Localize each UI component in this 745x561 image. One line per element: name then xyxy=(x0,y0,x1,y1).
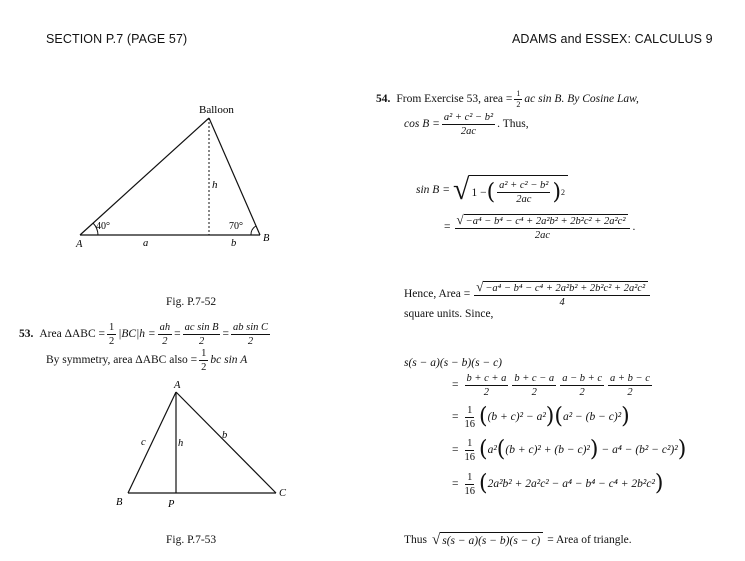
ex53-area-label: Area ΔABC = xyxy=(39,328,105,340)
vertex-c-label: C xyxy=(279,488,287,499)
ex54-sinb-line xyxy=(416,168,568,212)
ex54-cosb-line xyxy=(404,108,529,140)
square-units-text: square units. Since, xyxy=(404,308,494,320)
ex53-bch: |BC|h = xyxy=(118,328,156,340)
row3-inner: (b + c)² + (b − c)² xyxy=(505,444,590,456)
h-label: h xyxy=(178,438,184,449)
ex54-line1 xyxy=(376,88,639,110)
side-ac xyxy=(176,392,276,493)
one-minus: 1 − xyxy=(471,186,487,199)
paren-close-icon: ) xyxy=(552,179,562,205)
foot-p-label: P xyxy=(168,499,175,510)
angle-70-label: 70° xyxy=(229,221,243,232)
line-a-to-balloon xyxy=(80,118,209,235)
ex54-line1-tail: ac sin B. By Cosine Law, xyxy=(524,93,639,105)
vertex-b-label: B xyxy=(263,233,270,244)
row3-sixteenth: $\frac{1}{16}$ xyxy=(464,437,475,463)
sinb-inner-frac: $\frac{\text{a² + c² − b²}}{2ac}$ xyxy=(499,180,549,205)
area-frac: √ −a⁴ − b⁴ − c⁴ + 2a²b² + 2b²c² + 2a²c² 4 xyxy=(474,281,650,308)
ex53-half-frac-2: $\frac{1}{2}$ xyxy=(201,347,207,373)
ex53-symmetry-line xyxy=(46,346,247,374)
ex53-half-frac: $\frac{1}{2}$ xyxy=(109,321,115,347)
vertex-a-label: A xyxy=(174,380,181,391)
vertex-b-label: B xyxy=(116,497,123,508)
ex54-line1-text: From Exercise 53, area = xyxy=(396,93,513,105)
row2-factor-a: (b + c)² − a² xyxy=(487,411,546,423)
side-b-label: b xyxy=(222,430,228,441)
sqrt-sign-icon-4: √ xyxy=(432,532,441,548)
paren-close-icon: ) xyxy=(621,404,630,429)
sqrt-sign-icon: √ xyxy=(452,173,470,206)
ex53-ah-frac: $\frac{ah}{2}$ xyxy=(159,321,171,347)
paren-close-icon: ) xyxy=(677,437,687,462)
vertex-a-label: A xyxy=(76,239,83,250)
cosb-frac: $\frac{\text{a² + c² − b²}}{2ac}$ xyxy=(443,111,494,137)
ex53-bcsina: bc sin A xyxy=(210,354,248,366)
paren-open-icon: ( xyxy=(554,404,563,429)
sinb-result-frac: √ −a⁴ − b⁴ − c⁴ + 2a²b² + 2b²c² + 2a²c² 2ac xyxy=(455,214,631,241)
side-c-label: c xyxy=(141,437,146,448)
header-left: SECTION P.7 (PAGE 57) xyxy=(46,32,188,46)
balloon-label: Balloon xyxy=(199,104,234,116)
paren-close-icon: ) xyxy=(545,404,555,429)
row4-sixteenth: $\frac{1}{16}$ xyxy=(464,471,475,497)
paren-close-icon: ) xyxy=(654,471,664,496)
ex54-sinb-line2: = √ −a⁴ − b⁴ − c⁴ + 2a²b² + 2b²c² + 2a²c² 2ac . xyxy=(444,211,636,241)
row2-factor-b: a² − (b − c)² xyxy=(562,411,622,423)
paren-open-icon: ( xyxy=(479,471,488,496)
row3: = $\frac{1}{16}$ ( a² ( (b + c)² + (b − c)² ) − a⁴ − (b² − c²)² ) xyxy=(452,437,687,463)
row3-tail: − a⁴ − (b² − c²)² xyxy=(601,444,678,456)
ex53-acsinb-frac: $\frac{\text{ac sin B}}{2}$ xyxy=(184,321,219,347)
paren-open-icon: ( xyxy=(479,404,488,429)
paren-close-icon: ) xyxy=(589,437,599,462)
sqrt-sign-icon-2: √ xyxy=(456,211,464,227)
fig53-caption: Fig. P.7-53 xyxy=(166,534,217,546)
angle-70-arc xyxy=(251,226,256,235)
ex54-number: 54. xyxy=(376,93,391,105)
row1: = $\frac{b + c + a}{2}$ $\frac{b + c - a}{2}$ $\frac{a - b + c}{2}$ $\frac{a + b - c}{2}$ xyxy=(452,372,650,398)
sinb-eq2: = xyxy=(444,221,451,233)
side-ab xyxy=(128,392,176,493)
fig52-caption: Fig. P.7-52 xyxy=(166,296,217,308)
header-right: ADAMS and ESSEX: CALCULUS 9 xyxy=(512,32,713,46)
row4-expr: 2a²b² + 2a²c² − a⁴ − b⁴ − c⁴ + 2b²c² xyxy=(487,478,655,490)
ex54-half: $\frac{1}{2}$ xyxy=(516,88,521,109)
line-b-to-balloon xyxy=(209,118,260,235)
ex53-number: 53. xyxy=(19,328,34,340)
ex53-eq1: = xyxy=(174,328,181,340)
ex53-eq2: = xyxy=(222,328,229,340)
row4: = $\frac{1}{16}$ ( 2a²b² + 2a²c² − a⁴ − b⁴ − c⁴ + 2b²c² ) xyxy=(452,471,664,497)
s-expression: s(s − a)(s − b)(s − c) xyxy=(404,357,503,369)
final-radicand: s(s − a)(s − b)(s − c) xyxy=(440,532,543,548)
ex54-final-line xyxy=(404,530,632,550)
square-exponent: 2 xyxy=(561,187,566,197)
paren-open-icon: ( xyxy=(479,437,488,462)
ex54-hence-line xyxy=(404,278,652,310)
sqrt-sign-icon-3: √ xyxy=(476,278,484,294)
side-b-label: b xyxy=(231,238,237,249)
sinb-radicand xyxy=(469,175,568,205)
row1-frac-4: $\frac{a + b - c}{2}$ xyxy=(610,372,650,398)
ex53-symmetry-label: By symmetry, area ΔABC also = xyxy=(46,354,198,366)
final-thus: Thus xyxy=(404,534,427,546)
row1-frac-3: $\frac{a - b + c}{2}$ xyxy=(562,372,603,398)
cosb-label: cos B = xyxy=(404,118,440,130)
side-a-label: a xyxy=(143,238,149,249)
angle-40-label: 40° xyxy=(96,221,110,232)
ex53-absinc-frac: $\frac{\text{ab sin C}}{2}$ xyxy=(232,321,268,347)
row2: = $\frac{1}{16}$ ( (b + c)² − a² ) ( a² − (b − c)² ) xyxy=(452,404,630,430)
figure-p7-52 xyxy=(70,96,290,256)
paren-open-icon: ( xyxy=(496,437,506,462)
paren-open-icon: ( xyxy=(486,179,496,205)
row3-a2: a² xyxy=(487,444,497,456)
sinb-label: sin B = xyxy=(416,184,450,196)
row1-frac-1: $\frac{b + c + a}{2}$ xyxy=(466,372,507,398)
final-tail: = Area of triangle. xyxy=(547,534,632,546)
row1-frac-2: $\frac{b + c - a}{2}$ xyxy=(514,372,555,398)
hence-label: Hence, Area = xyxy=(404,288,471,300)
figure-p7-53 xyxy=(108,376,298,516)
row2-sixteenth: $\frac{1}{16}$ xyxy=(464,404,475,430)
ex54-thus: . Thus, xyxy=(497,118,529,130)
h-label: h xyxy=(212,179,218,191)
